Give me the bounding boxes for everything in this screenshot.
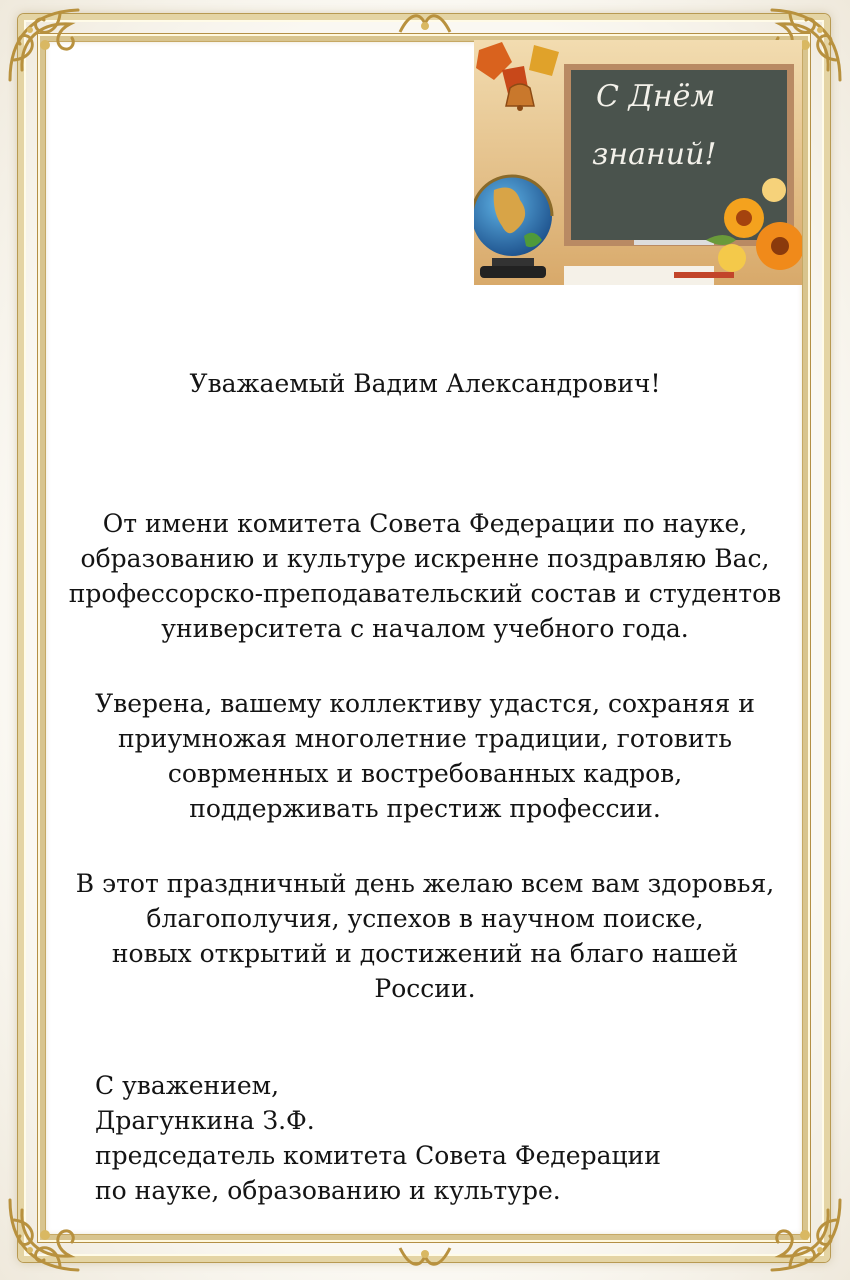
signature-line: Драгункина З.Ф. — [95, 1106, 315, 1135]
corner-ornament-icon — [0, 0, 90, 90]
paragraph-line: образованию и культуре искренне поздравляю Вас, — [80, 544, 770, 573]
paragraph-line: России. — [374, 974, 476, 1003]
greeting-text: Уважаемый Вадим Александрович! — [189, 369, 661, 398]
corner-ornament-icon — [0, 1190, 90, 1280]
paragraph-line: профессорско-преподавательский состав и студентов — [68, 579, 782, 608]
corner-ornament-icon — [760, 1190, 850, 1280]
paragraph-line: соврменных и востребованных кадров, — [167, 759, 683, 788]
paragraph-line: Уверена, вашему коллективу удастся, сохраняя и — [95, 689, 755, 718]
signature-line: председатель комитета Совета Федерации — [95, 1141, 661, 1170]
knowledge-day-picture — [474, 40, 802, 285]
paragraph-line: В этот праздничный день желаю всем вам здоровья, — [75, 869, 775, 898]
signature-block — [95, 1068, 661, 1208]
chalkboard-line-2: знаний! — [592, 137, 717, 172]
greeting — [60, 366, 790, 401]
paragraph-line: университета с началом учебного года. — [161, 614, 689, 643]
paragraph-line: новых открытий и достижений на благо нашей — [111, 939, 739, 968]
paragraph-line: благополучия, успехов в научном поиске, — [146, 904, 704, 933]
paragraph-line: поддерживать престиж профессии. — [189, 794, 661, 823]
paragraph-confidence — [60, 686, 790, 826]
paragraph-congratulations — [60, 506, 790, 646]
signature-line: С уважением, — [95, 1071, 280, 1100]
paragraph-wishes — [60, 866, 790, 1006]
paragraph-line: приумножая многолетние традиции, готовить — [117, 724, 732, 753]
scroll-ornament-icon — [395, 2, 455, 42]
paragraph-line: От имени комитета Совета Федерации по науке, — [102, 509, 748, 538]
signature-line: по науке, образованию и культуре. — [95, 1176, 561, 1205]
chalkboard-line-1: С Днём — [596, 79, 716, 114]
scroll-ornament-icon — [395, 1238, 455, 1278]
